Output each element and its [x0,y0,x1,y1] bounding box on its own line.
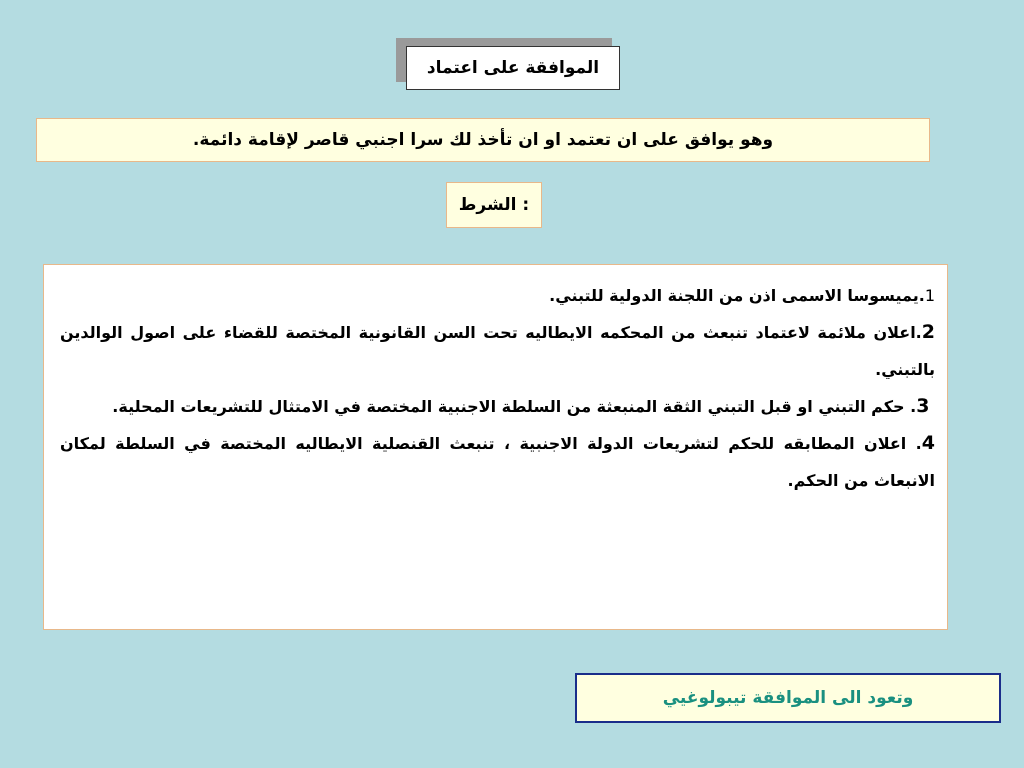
condition-number: 4 [921,432,935,454]
condition-text: . اعلان المطابقه للحكم لتشريعات الدولة الاجنبية ، تنبعث القنصلية الايطاليه المختصة في السلطة لمكان الانبعاث من الحكم. [60,434,935,490]
footer-link[interactable] [575,673,1001,723]
page-title-text: الموافقة على اعتماد [426,58,600,78]
summary-box [36,118,930,162]
footer-text: وتعود الى الموافقة تيبولوغيي [662,688,914,708]
condition-number: 3 [916,395,930,417]
condition-item [60,425,935,499]
condition-heading-text: : الشرط [458,195,530,215]
condition-item [60,388,935,425]
conditions-list [43,264,948,630]
condition-number: 2 [921,321,935,343]
condition-number: 1 [924,286,935,305]
condition-heading [446,182,542,228]
condition-item [60,314,935,388]
condition-text: .يميسوسا الاسمى اذن من اللجنة الدولية للتبني. [549,286,925,305]
condition-text: .اعلان ملائمة لاعتماد تنبعث من المحكمه الايطاليه تحت السن القانونية المختصة للقضاء على اصول الوالدين بالتبني. [60,323,935,379]
condition-item [60,277,935,314]
page-title [406,46,620,90]
summary-text: وهو يوافق على ان تعتمد او ان تأخذ لك سرا اجنبي قاصر لإقامة دائمة. [192,130,774,150]
condition-text: . حكم التبني او قبل التبني الثقة المنبعثة من السلطة الاجنبية المختصة في الامتثال للتشريعات المحلية. [112,397,917,416]
